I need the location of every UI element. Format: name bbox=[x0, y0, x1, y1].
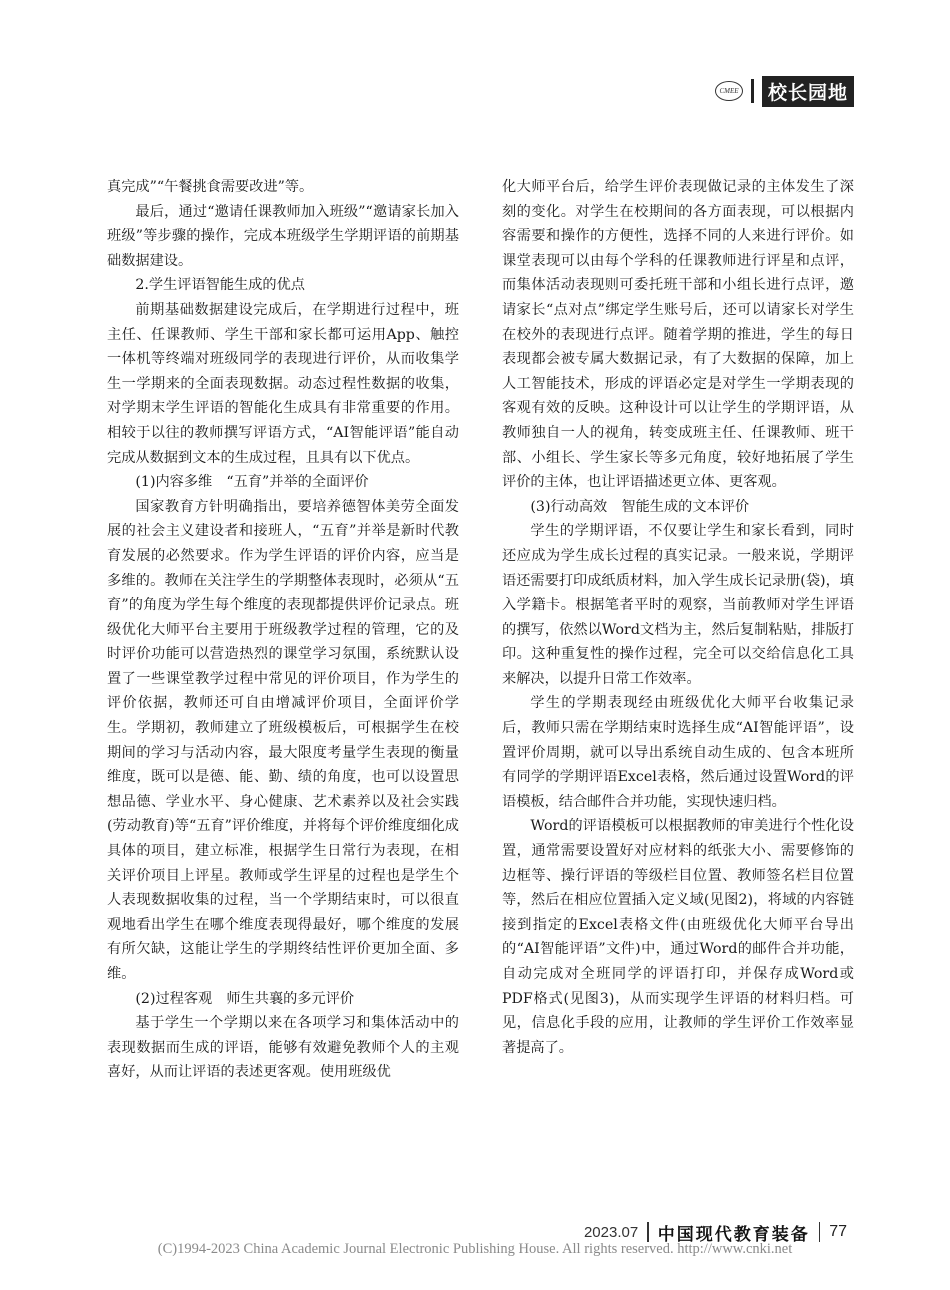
footer-divider bbox=[647, 1222, 649, 1242]
paragraph: 基于学生一个学期以来在各项学习和集体活动中的表现数据而生成的评语，能够有效避免教师个人的主观喜好，从而让评语的表述更客观。使用班级优 bbox=[107, 1015, 459, 1081]
paragraph: 化大师平台后，给学生评价表现做记录的主体发生了深刻的变化。对学生在校期间的各方面表现，可以根据内容需要和操作的方便性，选择不同的人来进行评价。如课堂表现可以由每个学科的任课教师进行评星和点评，而集体活动表现则可委托班干部和小组长进行点评，邀请家长“点对点”绑定学生账号后，还可以请家长对学生在校外的表现进行点评。随着学期的推进，学生的每日表现都会被专属大数据记录，有了大数据的保障，加上人工智能技术，形成的评语必定是对学生一学期表现的客观有效的反映。这种设计可以让学生的学期评语，从教师独自一人的视角，转变成班主任、任课教师、班干部、小组长、学生家长等多元角度，较好地拓展了学生评价的主体，也让评语描述更立体、更客观。 bbox=[502, 179, 854, 491]
page-footer bbox=[584, 1221, 847, 1243]
journal-name: 中国现代教育装备 bbox=[657, 1224, 810, 1245]
paragraph: 学生的学期表现经由班级优化大师平台收集记录后，教师只需在学期结束时选择生成“AI智能评语”，设置评价周期，就可以导出系统自动生成的、包含本班所有同学的学期评语Excel表格，然后通过设置Word的评语模板，结合邮件合并功能，实现快速归档。 bbox=[502, 695, 854, 810]
section-title: 校长园地 bbox=[762, 76, 854, 107]
right-column bbox=[502, 175, 854, 1060]
copyright-notice: (C)1994-2023 China Academic Journal Electronic Publishing House. All rights reserved. http://www.cnki.net bbox=[157, 1241, 793, 1257]
page-header bbox=[715, 76, 854, 106]
header-divider bbox=[751, 79, 754, 103]
subsection-heading: (1)内容多维 “五育”并举的全面评价 bbox=[135, 474, 369, 491]
logo-text: CMEE bbox=[719, 87, 739, 95]
footer-divider bbox=[819, 1222, 821, 1242]
paragraph: 国家教育方针明确指出，要培养德智体美劳全面发展的社会主义建设者和接班人，“五育”并举是新时代教育发展的必然要求。作为学生评语的评价内容，应当是多维的。教师在关注学生的学期整体表现时，必须从“五育”的角度为学生每个维度的表现都提供评价记录点。班级优化大师平台主要用于班级教学过程的管理，它的及时评价功能可以营造热烈的课堂学习氛围，系统默认设置了一些课堂教学过程中常见的评价项目，作为学生的评价依据，教师还可自由增减评价项目，全面评价学生。学期初，教师建立了班级模板后，可根据学生在校期间的学习与活动内容，最大限度考量学生表现的衡量维度，既可以是德、能、勤、绩的角度，也可以设置思想品德、学业水平、身心健康、艺术素养以及社会实践(劳动教育)等“五育”评价维度，并将每个评价维度细化成具体的项目，建立标准，根据学生日常行为表现，在相关评价项目上评星。教师或学生评星的过程也是学生个人表现数据收集的过程，当一个学期结束时，可以很直观地看出学生在哪个维度表现得最好，哪个维度的发展有所欠缺，这能让学生的学期终结性评价更加全面、多维。 bbox=[107, 498, 459, 982]
issue-date: 2023.07 bbox=[583, 1223, 639, 1241]
paragraph: Word的评语模板可以根据教师的审美进行个性化设置，通常需要设置好对应材料的纸张大小、需要修饰的边框等、操行评语的等级栏目位置、教师签名栏目位置等，然后在相应位置插入定义域(见图2)，将域的内容链接到指定的Excel表格文件(由班级优化大师平台导出的“AI智能评语”文件)中，通过Word的邮件合并功能，自动完成对全班同学的评语打印，并保存成Word或PDF格式(见图3)，从而实现学生评语的材料归档。可见，信息化手段的应用，让教师的学生评价工作效率显著提高了。 bbox=[502, 818, 854, 1056]
paragraph: 学生的学期评语，不仅要让学生和家长看到，同时还应成为学生成长过程的真实记录。一般来说，学期评语还需要打印成纸质材料，加入学生成长记录册(袋)，填入学籍卡。根据笔者平时的观察，当前教师对学生评语的撰写，依然以Word文档为主，然后复制粘贴，排版打印。这种重复性的操作过程，完全可以交给信息化工具来解决，以提升日常工作效率。 bbox=[502, 523, 854, 687]
section-heading: 2.学生评语智能生成的优点 bbox=[135, 277, 305, 294]
paragraph: 真完成”“午餐挑食需要改进”等。 bbox=[107, 179, 314, 195]
paragraph: 前期基础数据建设完成后，在学期进行过程中，班主任、任课教师、学生干部和家长都可运用App、触控一体机等终端对班级同学的表现进行评价，从而收集学生一学期来的全面表现数据。动态过程性数据的收集，对学期末学生评语的智能化生成具有非常重要的作用。相较于以往的教师撰写评语方式，“AI智能评语”能自动完成从数据到文本的生成过程，且具有以下优点。 bbox=[107, 301, 459, 466]
journal-logo bbox=[715, 81, 743, 101]
paragraph: 最后，通过“邀请任课教师加入班级”“邀请家长加入班级”等步骤的操作，完成本班级学生学期评语的前期基础数据建设。 bbox=[107, 203, 459, 269]
left-column bbox=[107, 175, 459, 1085]
page-number: 77 bbox=[829, 1223, 847, 1240]
subsection-heading: (3)行动高效 智能生成的文本评价 bbox=[530, 498, 750, 515]
subsection-heading: (2)过程客观 师生共襄的多元评价 bbox=[135, 990, 355, 1007]
